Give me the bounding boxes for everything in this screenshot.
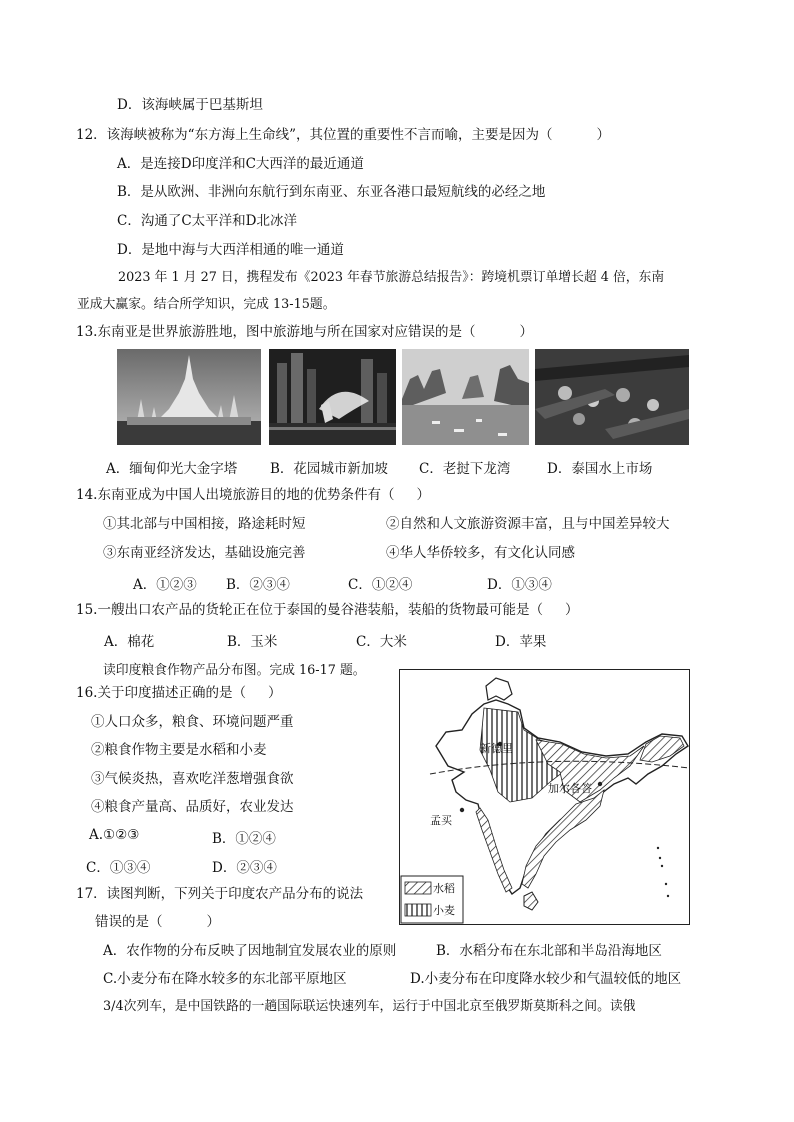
q15-option-c: C．大米 — [356, 634, 407, 650]
q14-option-c: C．①②④ — [348, 577, 413, 593]
legend-rice-label: 水稻 — [433, 883, 455, 895]
q14-stem — [76, 486, 430, 504]
q17-option-c: C.小麦分布在降水较多的东北部平原地区 — [103, 971, 347, 987]
floating-market-photo — [535, 349, 689, 445]
q12-stem — [76, 126, 610, 144]
q16-option-a: A.①②③ — [89, 827, 140, 843]
q15-option-b: B．玉米 — [227, 634, 278, 650]
q16-item-4: ④粮食产量高、品质好，农业发达 — [91, 799, 294, 815]
q14-item-2: ②自然和人文旅游资源丰富，且与中国差异较大 — [386, 516, 670, 532]
q12-option-c: C．沟通了C太平洋和D北冰洋 — [117, 213, 297, 229]
q17-paren-close: ） — [206, 914, 220, 930]
q16-option-c: C．①③④ — [86, 860, 151, 876]
q17-option-a: A．农作物的分布反映了因地制宜发展农业的原则 — [103, 943, 397, 959]
q15-stem — [76, 601, 578, 619]
legend-wheat-swatch — [405, 904, 431, 916]
q16-item-3: ③气候炎热，喜欢吃洋葱增强食欲 — [91, 771, 294, 787]
q11-option-d: D．该海峡属于巴基斯坦 — [117, 97, 263, 113]
q12-stem-text: 12．该海峡被称为“东方海上生命线”，其位置的重要性不言而喻，主要是因为（ — [76, 127, 553, 143]
india-crop-map — [399, 669, 690, 925]
q12-option-b: B．是从欧洲、非洲向东航行到东南亚、东亚各港口最短航线的必经之地 — [117, 184, 546, 200]
q15-paren-close: ） — [564, 602, 579, 618]
q15-option-d: D．苹果 — [495, 634, 547, 650]
merlion-photo — [269, 349, 396, 445]
q16-stem-text: 16.关于印度描述正确的是（ — [76, 685, 246, 701]
q16-stem — [76, 684, 281, 702]
sri-lanka — [524, 892, 538, 910]
q13-caption-a: A．缅甸仰光大金字塔 — [106, 461, 238, 477]
q14-option-a: A．①②③ — [133, 577, 197, 593]
q13-stem-text: 13.东南亚是世界旅游胜地，图中旅游地与所在国家对应错误的是（ — [76, 324, 476, 340]
q14-item-3: ③东南亚经济发达，基础设施完善 — [103, 545, 306, 561]
q15-option-a: A．棉花 — [104, 634, 155, 650]
legend-rice-swatch — [405, 882, 431, 894]
q13-caption-c: C．老挝下龙湾 — [419, 461, 511, 477]
legend-wheat-label: 小麦 — [433, 905, 455, 917]
intro-16-17: 读印度粮食作物产品分布图。完成 16-17 题。 — [103, 663, 366, 678]
halong-bay-photo — [402, 349, 529, 445]
q16-paren-close: ） — [267, 685, 282, 701]
intro-13-15-line2: 亚成大赢家。结合所学知识，完成 13-15题。 — [77, 297, 336, 312]
q14-option-d: D．①③④ — [487, 577, 552, 593]
india-outline — [436, 700, 688, 894]
kolkata-marker — [598, 782, 602, 786]
city-label-kolkata: 加尔各答 — [548, 783, 592, 795]
q13-caption-d: D．泰国水上市场 — [547, 461, 653, 477]
q12-paren-close: ） — [596, 127, 610, 143]
q17-stem-line2 — [95, 913, 220, 931]
q14-item-4: ④华人华侨较多，有文化认同感 — [386, 545, 575, 561]
q15-stem-text: 15.一艘出口农产品的货轮正在位于泰国的曼谷港装船，装船的货物最可能是（ — [76, 602, 543, 618]
q16-option-b: B．①②④ — [212, 831, 276, 847]
q13-paren-close: ） — [519, 324, 533, 340]
pagoda-photo — [117, 349, 261, 445]
rice-region-assam — [640, 736, 684, 762]
q12-option-a: A．是连接D印度洋和C大西洋的最近通道 — [117, 156, 364, 172]
q17-stem2-text: 错误的是（ — [95, 914, 163, 930]
mumbai-marker — [460, 808, 464, 812]
q17-option-d: D.小麦分布在印度降水较少和气温较低的地区 — [410, 971, 682, 987]
q12-option-d: D．是地中海与大西洋相通的唯一通道 — [117, 242, 344, 258]
q16-option-d: D．②③④ — [212, 860, 277, 876]
q17-option-b: B．水稻分布在东北部和半岛沿海地区 — [436, 943, 662, 959]
q16-item-1: ①人口众多，粮食、环境问题严重 — [91, 714, 294, 730]
q14-stem-text: 14.东南亚成为中国人出境旅游目的地的优势条件有（ — [76, 487, 395, 503]
intro-13-15-line1: 2023 年 1 月 27 日，携程发布《2023 年春节旅游总结报告》：跨境机票订单增长超 4 倍，东南 — [118, 270, 665, 285]
q13-stem — [76, 323, 533, 341]
kashmir-outline — [486, 678, 512, 700]
intro-next-section: 3/4次列车，是中国铁路的一趟国际联运快速列车，运行于中国北京至俄罗斯莫斯科之间。读俄 — [103, 999, 636, 1014]
india-map-svg — [400, 670, 689, 924]
city-label-mumbai: 孟买 — [430, 815, 452, 827]
city-label-delhi: 新德里 — [480, 743, 513, 755]
q14-item-1: ①其北部与中国相接，路途耗时短 — [103, 516, 306, 532]
q13-caption-b: B．花园城市新加坡 — [270, 461, 388, 477]
q14-paren-close: ） — [416, 487, 430, 503]
q17-stem: 17．读图判断，下列关于印度农产品分布的说法 — [76, 886, 364, 902]
q14-option-b: B．②③④ — [226, 577, 290, 593]
q16-item-2: ②粮食作物主要是水稻和小麦 — [91, 742, 267, 758]
